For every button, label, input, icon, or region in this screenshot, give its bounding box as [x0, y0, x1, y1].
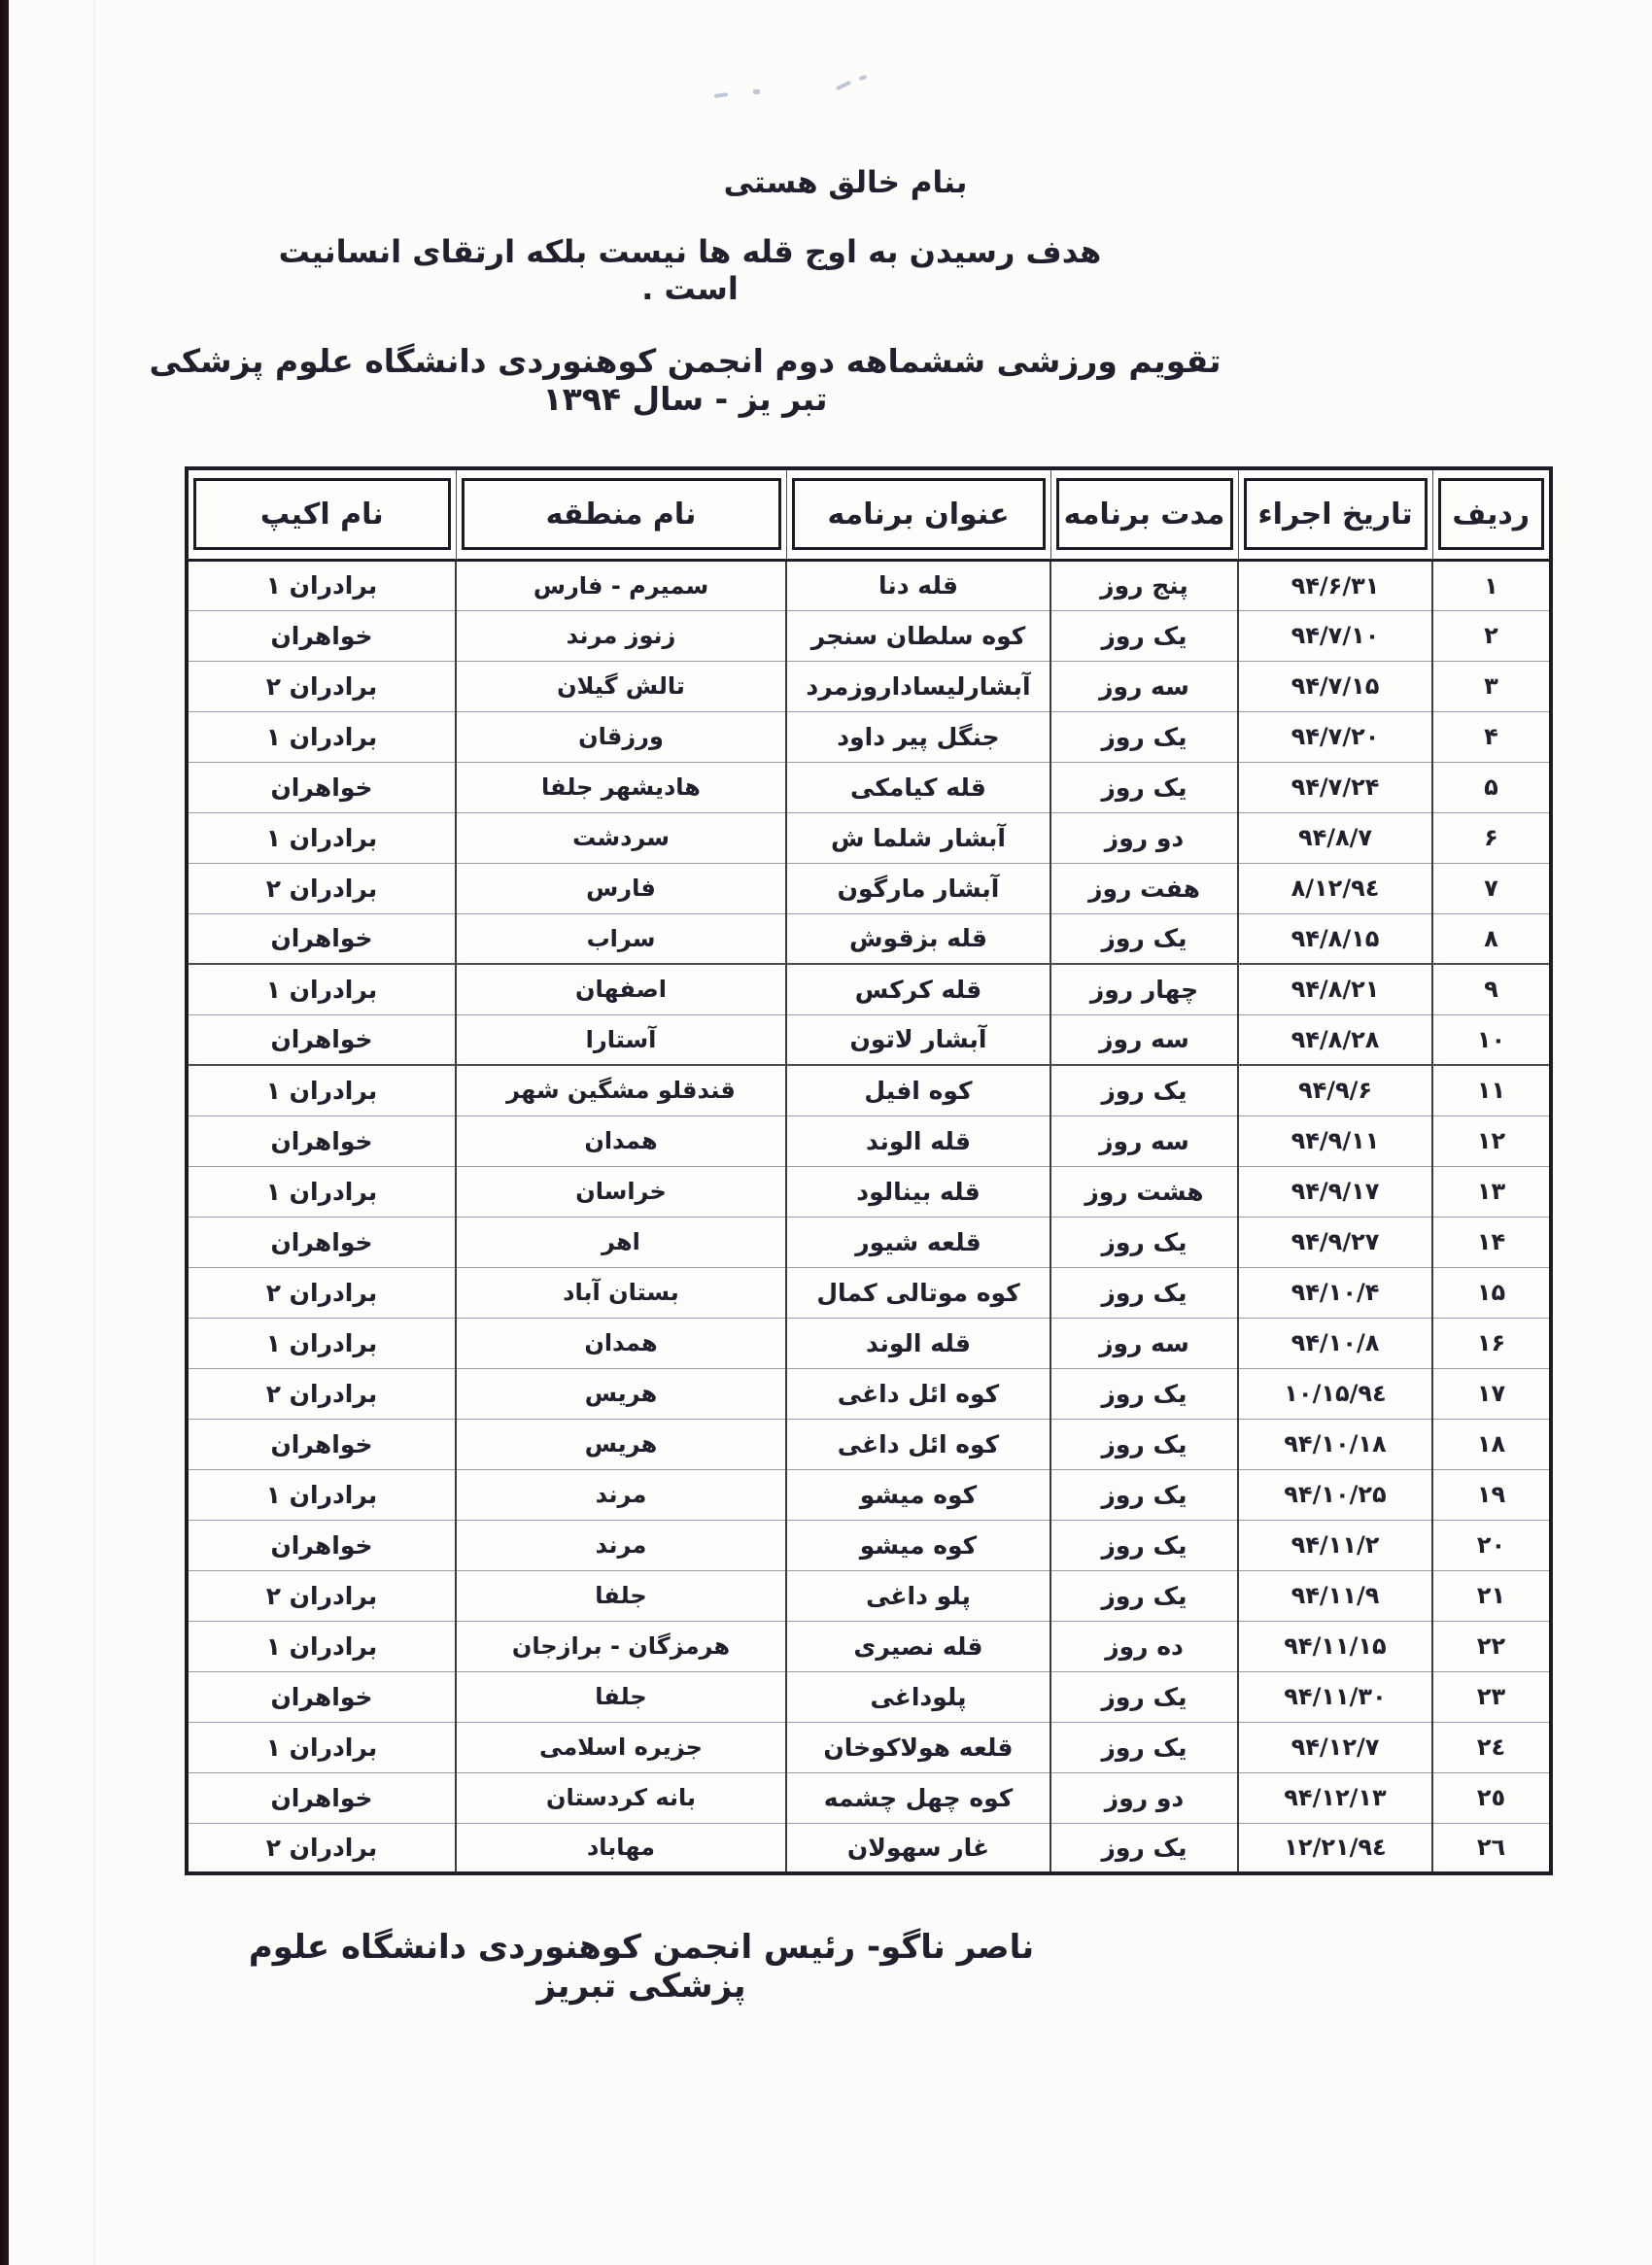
duration-cell: یک روز: [1050, 1267, 1238, 1318]
date-cell: ۹۴/۷/۲۰: [1238, 711, 1432, 762]
team-cell: برادران ۱: [187, 812, 456, 863]
col-header-row: [1432, 468, 1551, 560]
date-cell: ۹۴/۱۱/۲: [1238, 1520, 1432, 1570]
date-cell: ۹۴/۸/۲۱: [1238, 964, 1432, 1014]
row-number-cell: ۷: [1432, 863, 1551, 913]
region-cell: هادیشهر جلفا: [456, 762, 786, 812]
table-row: [187, 913, 1551, 964]
col-header-region: [456, 468, 786, 560]
date-cell: ۹۴/۸/۱۵: [1238, 913, 1432, 964]
col-header-duration: [1050, 468, 1238, 560]
table-row: [187, 661, 1551, 711]
duration-cell: هفت روز: [1050, 863, 1238, 913]
calendar-table: [185, 466, 1553, 1875]
row-number-cell: ۱: [1432, 560, 1551, 610]
table-row: [187, 1217, 1551, 1267]
program-title-cell: قله نصیری: [786, 1621, 1050, 1671]
row-number-cell: ۲: [1432, 610, 1551, 661]
region-cell: خراسان: [456, 1166, 786, 1217]
duration-cell: یک روز: [1050, 1217, 1238, 1267]
row-number-cell: ۹: [1432, 964, 1551, 1014]
duration-cell: چهار روز: [1050, 964, 1238, 1014]
date-cell: ۹۴/۱۱/۹: [1238, 1570, 1432, 1621]
team-cell: برادران ۲: [187, 661, 456, 711]
team-cell: برادران ۱: [187, 711, 456, 762]
table-header: [187, 468, 1551, 560]
team-cell: برادران ۱: [187, 560, 456, 610]
table-row: [187, 762, 1551, 812]
col-header-title: [786, 468, 1050, 560]
program-title-cell: کوه میشو: [786, 1520, 1050, 1570]
date-cell: ۹۴/۹/۶: [1238, 1065, 1432, 1115]
table-row: [187, 812, 1551, 863]
col-header-team: [187, 468, 456, 560]
date-cell: ۹۴/۷/۱۰: [1238, 610, 1432, 661]
scan-speck: [753, 89, 760, 94]
team-cell: خواهران: [187, 1217, 456, 1267]
scan-speck: [859, 75, 868, 81]
page-title: تقویم ورزشی ششماهه دوم انجمن کوهنوردی دانشگاه علوم پزشکی تبر یز - سال ۱۳۹۴: [149, 342, 1222, 418]
row-number-cell: ۸: [1432, 913, 1551, 964]
team-cell: خواهران: [187, 913, 456, 964]
table-row: [187, 1520, 1551, 1570]
duration-cell: یک روز: [1050, 913, 1238, 964]
duration-cell: سه روز: [1050, 661, 1238, 711]
region-cell: جلفا: [456, 1671, 786, 1722]
program-title-cell: کوه موتالی کمال: [786, 1267, 1050, 1318]
region-cell: تالش گیلان: [456, 661, 786, 711]
team-cell: برادران ۲: [187, 1823, 456, 1873]
date-cell: ۹۴/۹/۲۷: [1238, 1217, 1432, 1267]
duration-cell: یک روز: [1050, 762, 1238, 812]
date-cell: ۹۴/۱۰/۴: [1238, 1267, 1432, 1318]
row-number-cell: ۱۳: [1432, 1166, 1551, 1217]
region-cell: مرند: [456, 1520, 786, 1570]
team-cell: برادران ۱: [187, 1722, 456, 1772]
table-row: [187, 1065, 1551, 1115]
program-title-cell: کوه سلطان سنجر: [786, 610, 1050, 661]
header-label: مدت برنامه: [1056, 478, 1233, 550]
program-title-cell: آبشار مارگون: [786, 863, 1050, 913]
table-row: [187, 1419, 1551, 1469]
date-cell: ۹۴/۸/۷: [1238, 812, 1432, 863]
table-row: [187, 711, 1551, 762]
table-row: [187, 1772, 1551, 1823]
region-cell: زنوز مرند: [456, 610, 786, 661]
region-cell: آستارا: [456, 1014, 786, 1065]
date-cell: ۹۴/۱۲/۱۳: [1238, 1772, 1432, 1823]
region-cell: اهر: [456, 1217, 786, 1267]
date-cell: ۹٤/۱۲/۲۱: [1238, 1823, 1432, 1873]
region-cell: سراب: [456, 913, 786, 964]
team-cell: خواهران: [187, 1671, 456, 1722]
table-row: [187, 1014, 1551, 1065]
row-number-cell: ۲٦: [1432, 1823, 1551, 1873]
row-number-cell: ۱۲: [1432, 1115, 1551, 1166]
duration-cell: هشت روز: [1050, 1166, 1238, 1217]
row-number-cell: ۶: [1432, 812, 1551, 863]
region-cell: سردشت: [456, 812, 786, 863]
region-cell: بانه کردستان: [456, 1772, 786, 1823]
duration-cell: یک روز: [1050, 1419, 1238, 1469]
team-cell: خواهران: [187, 1772, 456, 1823]
program-title-cell: قله الوند: [786, 1318, 1050, 1368]
row-number-cell: ۲٤: [1432, 1722, 1551, 1772]
row-number-cell: ۳: [1432, 661, 1551, 711]
program-title-cell: کوه افیل: [786, 1065, 1050, 1115]
scan-speck: [714, 92, 728, 98]
date-cell: ۹٤/۸/۱۲: [1238, 863, 1432, 913]
date-cell: ۹۴/۷/۱۵: [1238, 661, 1432, 711]
duration-cell: یک روز: [1050, 610, 1238, 661]
table-row: [187, 964, 1551, 1014]
header-label: نام اکیپ: [193, 478, 451, 550]
duration-cell: یک روز: [1050, 1570, 1238, 1621]
duration-cell: دو روز: [1050, 812, 1238, 863]
region-cell: هریس: [456, 1419, 786, 1469]
program-title-cell: آبشار لاتون: [786, 1014, 1050, 1065]
program-title-cell: قلعه هولاکوخان: [786, 1722, 1050, 1772]
team-cell: برادران ۲: [187, 1570, 456, 1621]
region-cell: سمیرم - فارس: [456, 560, 786, 610]
row-number-cell: ۱۱: [1432, 1065, 1551, 1115]
program-title-cell: کوه چهل چشمه: [786, 1772, 1050, 1823]
region-cell: هریس: [456, 1368, 786, 1419]
program-title-cell: غار سهولان: [786, 1823, 1050, 1873]
table-row: [187, 1621, 1551, 1671]
duration-cell: یک روز: [1050, 1671, 1238, 1722]
row-number-cell: ۴: [1432, 711, 1551, 762]
program-title-cell: جنگل پیر داود: [786, 711, 1050, 762]
table-row: [187, 1823, 1551, 1873]
program-title-cell: قله کرکس: [786, 964, 1050, 1014]
team-cell: خواهران: [187, 762, 456, 812]
row-number-cell: ۱۴: [1432, 1217, 1551, 1267]
row-number-cell: ۲۳: [1432, 1671, 1551, 1722]
team-cell: برادران ۱: [187, 1065, 456, 1115]
bismillah-line: بنام خالق هستی: [723, 165, 968, 200]
region-cell: همدان: [456, 1115, 786, 1166]
region-cell: قندقلو مشگین شهر: [456, 1065, 786, 1115]
date-cell: ۹۴/۸/۲۸: [1238, 1014, 1432, 1065]
date-cell: ۹۴/۱۰/۱۸: [1238, 1419, 1432, 1469]
row-number-cell: ۱۰: [1432, 1014, 1551, 1065]
duration-cell: پنج روز: [1050, 560, 1238, 610]
program-title-cell: قله دنا: [786, 560, 1050, 610]
header-label: تاریخ اجراء: [1244, 478, 1428, 550]
row-number-cell: ۲۲: [1432, 1621, 1551, 1671]
table-row: [187, 560, 1551, 610]
row-number-cell: ۲۰: [1432, 1520, 1551, 1570]
program-title-cell: قله کیامکی: [786, 762, 1050, 812]
table-row: [187, 1671, 1551, 1722]
header-label: نام منطقه: [462, 478, 781, 550]
duration-cell: یک روز: [1050, 1469, 1238, 1520]
header-label: ردیف: [1438, 478, 1545, 550]
region-cell: فارس: [456, 863, 786, 913]
program-title-cell: کوه میشو: [786, 1469, 1050, 1520]
program-title-cell: قله الوند: [786, 1115, 1050, 1166]
team-cell: برادران ۱: [187, 1318, 456, 1368]
region-cell: هرمزگان - برازجان: [456, 1621, 786, 1671]
duration-cell: یک روز: [1050, 1368, 1238, 1419]
team-cell: خواهران: [187, 1419, 456, 1469]
duration-cell: ده روز: [1050, 1621, 1238, 1671]
duration-cell: سه روز: [1050, 1115, 1238, 1166]
region-cell: مهاباد: [456, 1823, 786, 1873]
signature-line: ناصر ناگو- رئیس انجمن کوهنوردی دانشگاه علوم پزشکی تبریز: [248, 1928, 1035, 2006]
team-cell: برادران ۱: [187, 964, 456, 1014]
duration-cell: یک روز: [1050, 1722, 1238, 1772]
program-title-cell: آبشار شلما ش: [786, 812, 1050, 863]
scan-speck: [836, 81, 851, 90]
team-cell: خواهران: [187, 1115, 456, 1166]
table-row: [187, 1368, 1551, 1419]
program-title-cell: آبشارلیساداروزمرد: [786, 661, 1050, 711]
program-title-cell: پلوداغی: [786, 1671, 1050, 1722]
region-cell: همدان: [456, 1318, 786, 1368]
duration-cell: سه روز: [1050, 1318, 1238, 1368]
date-cell: ۹۴/۷/۲۴: [1238, 762, 1432, 812]
header-label: عنوان برنامه: [792, 478, 1046, 550]
row-number-cell: ۲٥: [1432, 1772, 1551, 1823]
table-row: [187, 1115, 1551, 1166]
col-header-date: [1238, 468, 1432, 560]
region-cell: مرند: [456, 1469, 786, 1520]
table-row: [187, 1469, 1551, 1520]
program-title-cell: کوه ائل داغی: [786, 1368, 1050, 1419]
scan-fold-line: [93, 0, 95, 2265]
table-row: [187, 1267, 1551, 1318]
table-row: [187, 863, 1551, 913]
table-row: [187, 1570, 1551, 1621]
duration-cell: دو روز: [1050, 1772, 1238, 1823]
duration-cell: یک روز: [1050, 1520, 1238, 1570]
region-cell: بستان آباد: [456, 1267, 786, 1318]
date-cell: ۹٤/۱۰/۱۵: [1238, 1368, 1432, 1419]
date-cell: ۹۴/۱۲/۷: [1238, 1722, 1432, 1772]
duration-cell: یک روز: [1050, 711, 1238, 762]
date-cell: ۹۴/۹/۱۷: [1238, 1166, 1432, 1217]
team-cell: خواهران: [187, 1014, 456, 1065]
region-cell: اصفهان: [456, 964, 786, 1014]
table-row: [187, 610, 1551, 661]
table-body: [187, 560, 1551, 1873]
table-row: [187, 1318, 1551, 1368]
row-number-cell: ۱۸: [1432, 1419, 1551, 1469]
duration-cell: یک روز: [1050, 1065, 1238, 1115]
date-cell: ۹۴/۱۰/۸: [1238, 1318, 1432, 1368]
row-number-cell: ۵: [1432, 762, 1551, 812]
region-cell: ورزقان: [456, 711, 786, 762]
team-cell: برادران ۱: [187, 1621, 456, 1671]
region-cell: جلفا: [456, 1570, 786, 1621]
program-title-cell: پلو داغی: [786, 1570, 1050, 1621]
team-cell: برادران ۲: [187, 863, 456, 913]
motto-line: هدف رسیدن به اوج قله ها نیست بلکه ارتقای انسانیت است .: [278, 233, 1102, 307]
duration-cell: یک روز: [1050, 1823, 1238, 1873]
date-cell: ۹۴/۹/۱۱: [1238, 1115, 1432, 1166]
program-title-cell: قله بینالود: [786, 1166, 1050, 1217]
row-number-cell: ۱۷: [1432, 1368, 1551, 1419]
team-cell: خواهران: [187, 610, 456, 661]
row-number-cell: ۱۹: [1432, 1469, 1551, 1520]
date-cell: ۹۴/۱۱/۳۰: [1238, 1671, 1432, 1722]
date-cell: ۹۴/۱۱/۱۵: [1238, 1621, 1432, 1671]
team-cell: برادران ۲: [187, 1267, 456, 1318]
scan-edge-artifact: [0, 0, 9, 2265]
table-row: [187, 1166, 1551, 1217]
team-cell: برادران ۱: [187, 1469, 456, 1520]
row-number-cell: ۲۱: [1432, 1570, 1551, 1621]
duration-cell: سه روز: [1050, 1014, 1238, 1065]
row-number-cell: ۱۶: [1432, 1318, 1551, 1368]
date-cell: ۹۴/۱۰/۲۵: [1238, 1469, 1432, 1520]
team-cell: برادران ۲: [187, 1368, 456, 1419]
team-cell: خواهران: [187, 1520, 456, 1570]
program-title-cell: قلعه شیور: [786, 1217, 1050, 1267]
table-row: [187, 1722, 1551, 1772]
region-cell: جزیره اسلامی: [456, 1722, 786, 1772]
team-cell: برادران ۱: [187, 1166, 456, 1217]
date-cell: ۹۴/۶/۳۱: [1238, 560, 1432, 610]
program-title-cell: کوه ائل داغی: [786, 1419, 1050, 1469]
header-row: [187, 468, 1551, 560]
row-number-cell: ۱۵: [1432, 1267, 1551, 1318]
program-title-cell: قله بزقوش: [786, 913, 1050, 964]
